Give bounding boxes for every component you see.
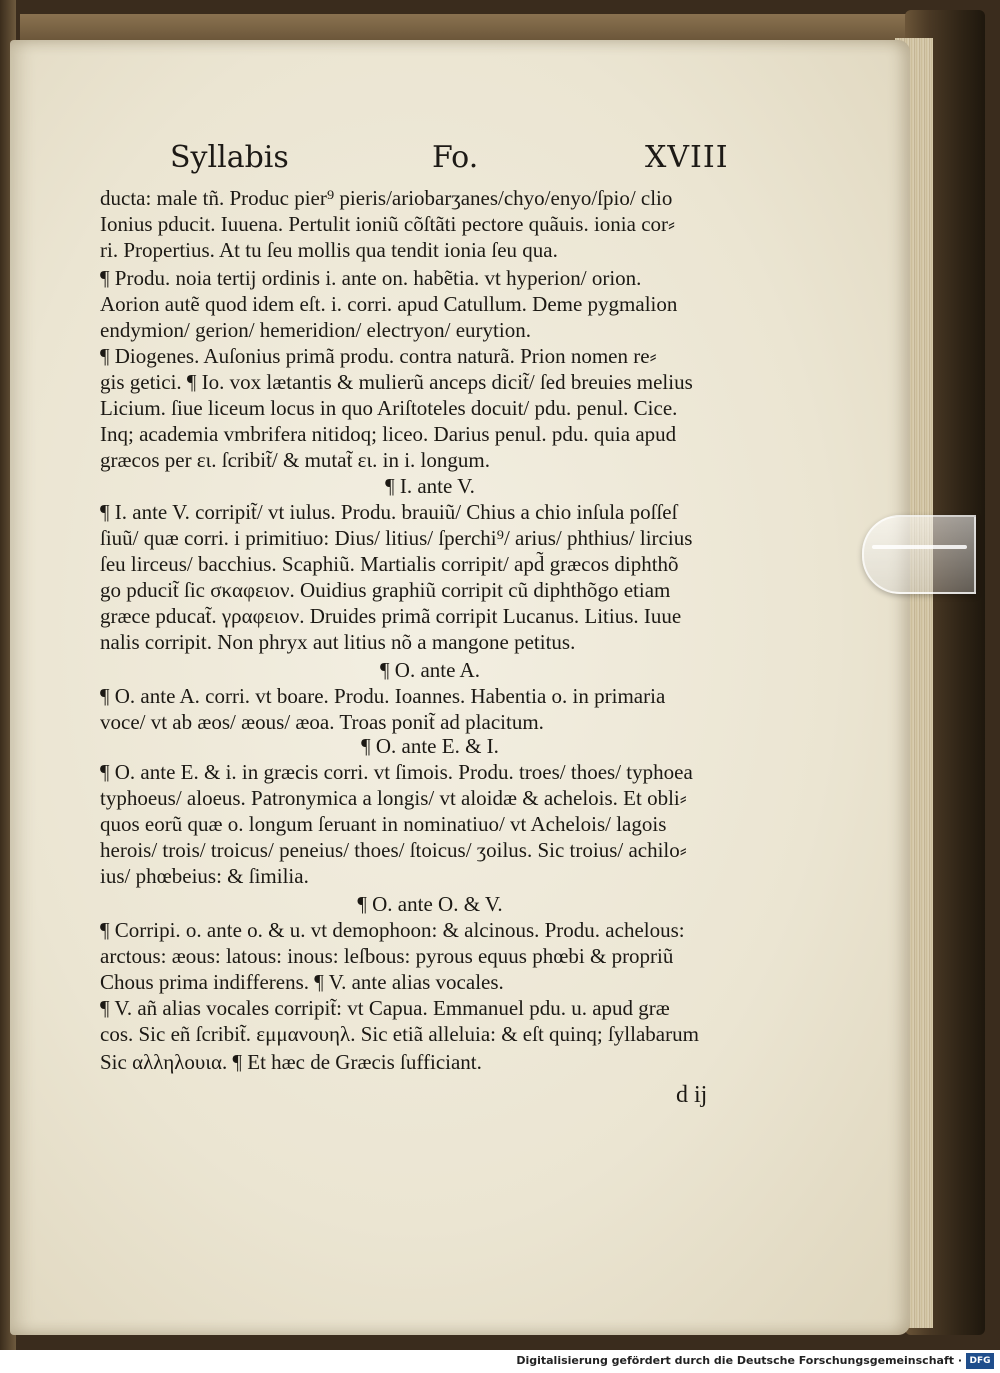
text-line: ¶ Diogenes. Auſonius primã produ. contra naturã. Prion nomen re⸗ xyxy=(100,344,657,368)
section-heading: ¶ O. ante A. xyxy=(380,658,480,682)
text-line: voce/ vt ab æos/ æous/ æoa. Troas ponit̃ ad placitum. xyxy=(100,710,544,734)
text-line: ius/ phœbeius: & ſimilia. xyxy=(100,864,309,888)
text-line: ¶ Corripi. o. ante o. & u. vt demophoon: & alcinous. Produ. achelous: xyxy=(100,918,685,942)
text-line: ſiuũ/ quæ corri. i primitiuo: Dius/ litius/ ſperchi⁹/ arius/ phthius/ lircius xyxy=(100,526,693,550)
dfg-logo-icon: DFG xyxy=(966,1353,994,1369)
running-header-folio: Fo. xyxy=(432,140,479,175)
folio-number: XVIII xyxy=(645,140,729,175)
signature-mark: d ij xyxy=(676,1082,708,1108)
page-clip xyxy=(862,515,976,594)
text-line: arctous: æous: latous: inous: leſbous: pyrous equus phœbi & propriũ xyxy=(100,944,674,968)
text-line: gis getici. ¶ Io. vox lætantis & mulierũ anceps dicit̃/ ſed breuies melius xyxy=(100,370,693,394)
text-line: græcos per ει. ſcribit̃/ & mutat̃ ει. in i. longum. xyxy=(100,448,490,472)
text-line: cos. Sic eñ ſcribit̃. εμμανουηλ. Sic etiã alleluia: & eſt quinq; ſyllabarum xyxy=(100,1022,699,1046)
text-line: herois/ trois/ troicus/ peneius/ thoes/ ſtoicus/ ʒoilus. Sic troius/ achilo⸗ xyxy=(100,838,687,862)
text-line: ¶ Produ. noia tertij ordinis i. ante on. habẽtia. vt hyperion/ orion. xyxy=(100,266,642,290)
text-line: Ionius pducit. Iuuena. Pertulit ioniũ cõſtãti pectore quãuis. ionia cor⸗ xyxy=(100,212,676,236)
text-line: ſeu lirceus/ bacchius. Scaphiũ. Martialis corripit/ apd̃ græcos diphthõ xyxy=(100,552,679,576)
text-line: ri. Propertius. At tu ſeu mollis qua tendit ionia ſeu qua. xyxy=(100,238,558,262)
text-line: ¶ I. ante V. corripit̃/ vt iulus. Produ. brauiũ/ Chius a chio inſula poſſeſ xyxy=(100,500,678,524)
footer-credit: Digitalisierung gefördert durch die Deutsche Forschungsgemeinschaft · xyxy=(516,1354,962,1367)
text-line: ducta: male tñ. Produc pier⁹ pieris/ariobarʒanes/chyo/enyo/ſpio/ clio xyxy=(100,186,673,210)
text-line: Sic αλληλουια. ¶ Et hæc de Græcis ſufficiant. xyxy=(100,1050,482,1074)
section-heading: ¶ I. ante V. xyxy=(385,474,475,498)
text-line: ¶ V. añ alias vocales corripit̃: vt Capua. Emmanuel pdu. u. apud græ xyxy=(100,996,670,1020)
section-heading: ¶ O. ante O. & V. xyxy=(357,892,503,916)
text-line: græce pducat̃. γραφειον. Druides primã corripit Lucanus. Litius. Iuue xyxy=(100,604,682,628)
text-line: Aorion autẽ quod idem eſt. i. corri. apud Catullum. Deme pygmalion xyxy=(100,292,678,316)
text-line: go pducit̃ ſic σκαφειον. Ouidius graphiũ corripit cũ diphthõgo etiam xyxy=(100,578,671,602)
section-heading: ¶ O. ante E. & I. xyxy=(361,734,499,758)
text-line: ¶ O. ante A. corri. vt boare. Produ. Ioannes. Habentia o. in primaria xyxy=(100,684,666,708)
text-line: typhoeus/ aloeus. Patronymica a longis/ vt aloidæ & achelois. Et obli⸗ xyxy=(100,786,687,810)
text-line: Inq; academia vmbrifera nitidoq; liceo. Darius penul. pdu. quia apud xyxy=(100,422,677,446)
text-line: Licium. ſiue liceum locus in quo Ariſtoteles docuit/ pdu. penul. Cice. xyxy=(100,396,678,420)
text-line: endymion/ gerion/ hemeridion/ electryon/ eurytion. xyxy=(100,318,531,342)
text-line: ¶ O. ante E. & i. in græcis corri. vt ſimois. Produ. troes/ thoes/ typhoea xyxy=(100,760,693,784)
text-line: nalis corripit. Non phryx aut litius nõ a mangone petitus. xyxy=(100,630,576,654)
text-line: quos eorũ quæ o. longum ſeruant in nominatiuo/ vt Achelois/ lagois xyxy=(100,812,667,836)
running-header-left: Syllabis xyxy=(170,140,289,175)
text-line: Chous prima indifferens. ¶ V. ante alias vocales. xyxy=(100,970,504,994)
footer-bar xyxy=(0,1350,1000,1373)
page-clip-highlight xyxy=(872,545,967,549)
